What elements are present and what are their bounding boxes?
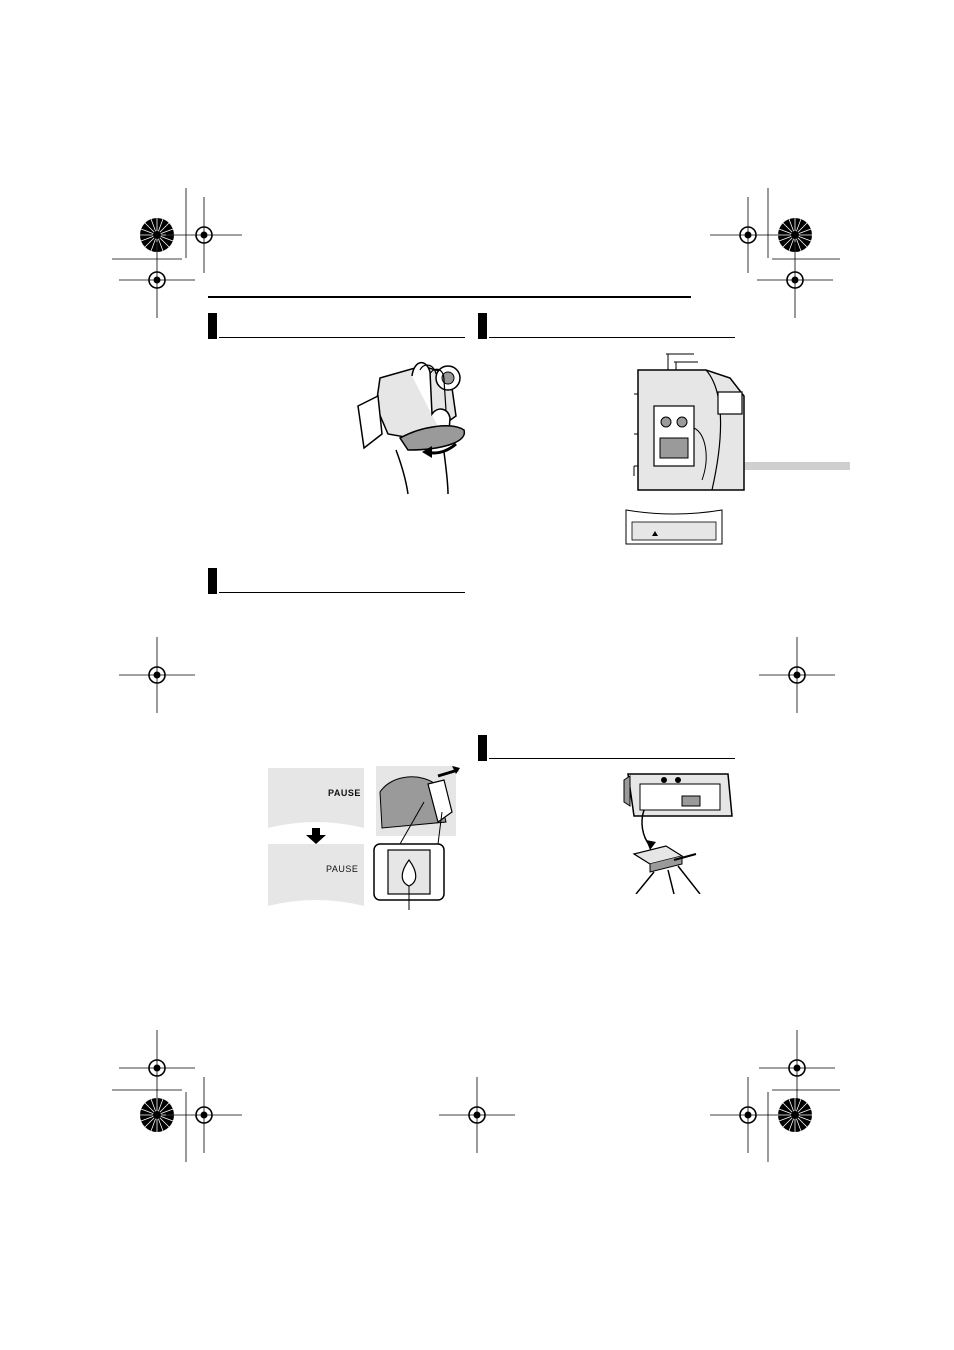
- viewfinder-adjust-illustration: [372, 762, 468, 912]
- header-rule: [208, 296, 691, 298]
- registration-mark-icon: [439, 1077, 515, 1153]
- section-line-left-2: [219, 592, 465, 593]
- section-line-left-1: [219, 337, 465, 338]
- camera-side-illustration: [626, 348, 746, 498]
- tripod-mount-illustration: [620, 766, 736, 894]
- registration-mark-icon: [166, 197, 242, 273]
- pause-label-bottom: PAUSE: [326, 864, 359, 874]
- registration-mark-icon: [166, 1077, 242, 1153]
- registration-mark-icon: [759, 637, 835, 713]
- viewfinder-display-bottom: [268, 844, 364, 906]
- registration-mark-icon: [119, 242, 195, 318]
- registration-mark-icon: [119, 1030, 195, 1106]
- viewfinder-display-top: [268, 768, 364, 828]
- section-line-right-1: [489, 337, 735, 338]
- chapter-side-tab: [744, 462, 850, 470]
- grip-strap-illustration: [352, 356, 472, 496]
- down-arrow-icon: [306, 828, 326, 844]
- section-marker-right-1: [478, 313, 487, 339]
- registration-mark-icon: [757, 242, 833, 318]
- registration-mark-icon: [710, 197, 786, 273]
- section-marker-left-1: [208, 313, 217, 339]
- registration-mark-icon: [710, 1077, 786, 1153]
- registration-mark-icon: [759, 1030, 835, 1106]
- registration-mark-icon: [119, 637, 195, 713]
- section-marker-right-2: [478, 735, 487, 761]
- print-star-icon: [778, 1098, 812, 1132]
- section-line-right-2: [489, 758, 735, 759]
- section-marker-left-2: [208, 568, 217, 594]
- display-window-illustration: [624, 508, 724, 546]
- pause-label-top: PAUSE: [328, 788, 361, 798]
